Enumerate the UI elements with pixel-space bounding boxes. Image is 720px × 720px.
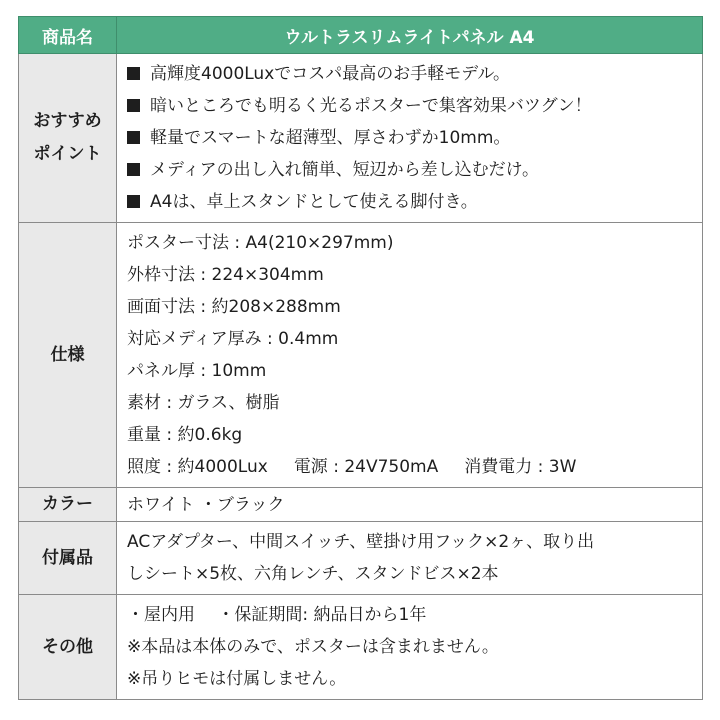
other-line: ※本品は本体のみで、ポスターは含まれません。 — [127, 637, 499, 657]
other-value — [117, 595, 703, 700]
color-label: カラー — [19, 488, 117, 522]
illuminance-text: 照度 : 約4000Lux — [127, 457, 268, 477]
bullet-square-icon — [127, 195, 140, 208]
other-row — [19, 595, 703, 700]
spec-value — [117, 223, 703, 488]
point-item — [127, 58, 696, 90]
power-source-text: 電源 : 24V750mA — [293, 457, 439, 477]
color-value — [117, 488, 703, 522]
spec-row — [19, 223, 703, 488]
point-item — [127, 90, 696, 122]
spec-label: 仕様 — [19, 223, 117, 488]
points-label-line2: ポイント — [33, 144, 102, 164]
other-line: ・屋内用 ・保証期間: 納品日から1年 — [127, 605, 427, 625]
other-line: ※吊りヒモは付属しません。 — [127, 669, 347, 689]
point-item — [127, 186, 696, 218]
product-spec-table — [18, 16, 703, 700]
points-label — [19, 54, 117, 223]
spec-line: 素材 : ガラス、樹脂 — [127, 393, 280, 413]
accessories-line: ACアダプター、中間スイッチ、壁掛け用フック×2ヶ、取り出 — [127, 532, 595, 552]
other-label: その他 — [19, 595, 117, 700]
points-value — [117, 54, 703, 223]
point-item — [127, 122, 696, 154]
accessories-value — [117, 522, 703, 595]
spec-line: パネル厚 : 10mm — [127, 361, 267, 381]
spec-line: 外枠寸法 : 224×304mm — [127, 265, 324, 285]
point-item-text: 軽量でスマートな超薄型、厚さわずか10mm。 — [150, 128, 511, 148]
bullet-square-icon — [127, 131, 140, 144]
point-item — [127, 154, 696, 186]
power-consumption-text: 消費電力 : 3W — [464, 457, 577, 477]
spec-line: 重量 : 約0.6kg — [127, 425, 243, 445]
point-item-text: メディアの出し入れ簡単、短辺から差し込むだけ。 — [150, 160, 539, 180]
spec-line: 画面寸法 : 約208×288mm — [127, 297, 341, 317]
point-item-text: A4は、卓上スタンドとして使える脚付き。 — [150, 192, 478, 212]
bullet-square-icon — [127, 67, 140, 80]
color-line: ホワイト ・ブラック — [127, 494, 285, 515]
header-row — [19, 17, 703, 54]
point-item-text: 暗いところでも明るく光るポスターで集客効果バツグン！ — [150, 96, 592, 116]
spec-line-power — [127, 451, 696, 483]
accessories-label: 付属品 — [19, 522, 117, 595]
bullet-square-icon — [127, 163, 140, 176]
color-row — [19, 488, 703, 522]
points-label-line1: おすすめ — [33, 111, 102, 131]
spec-line: 対応メディア厚み : 0.4mm — [127, 329, 339, 349]
product-name-value: ウルトラスリムライトパネル A4 — [117, 17, 703, 54]
product-name-label: 商品名 — [19, 17, 117, 54]
point-item-text: 高輝度4000Luxでコスパ最高のお手軽モデル。 — [150, 64, 511, 84]
bullet-square-icon — [127, 99, 140, 112]
accessories-line: しシート×5枚、六角レンチ、スタンドビス×2本 — [127, 564, 499, 584]
accessories-row — [19, 522, 703, 595]
spec-line: ポスター寸法 : A4(210×297mm) — [127, 233, 394, 253]
points-row — [19, 54, 703, 223]
